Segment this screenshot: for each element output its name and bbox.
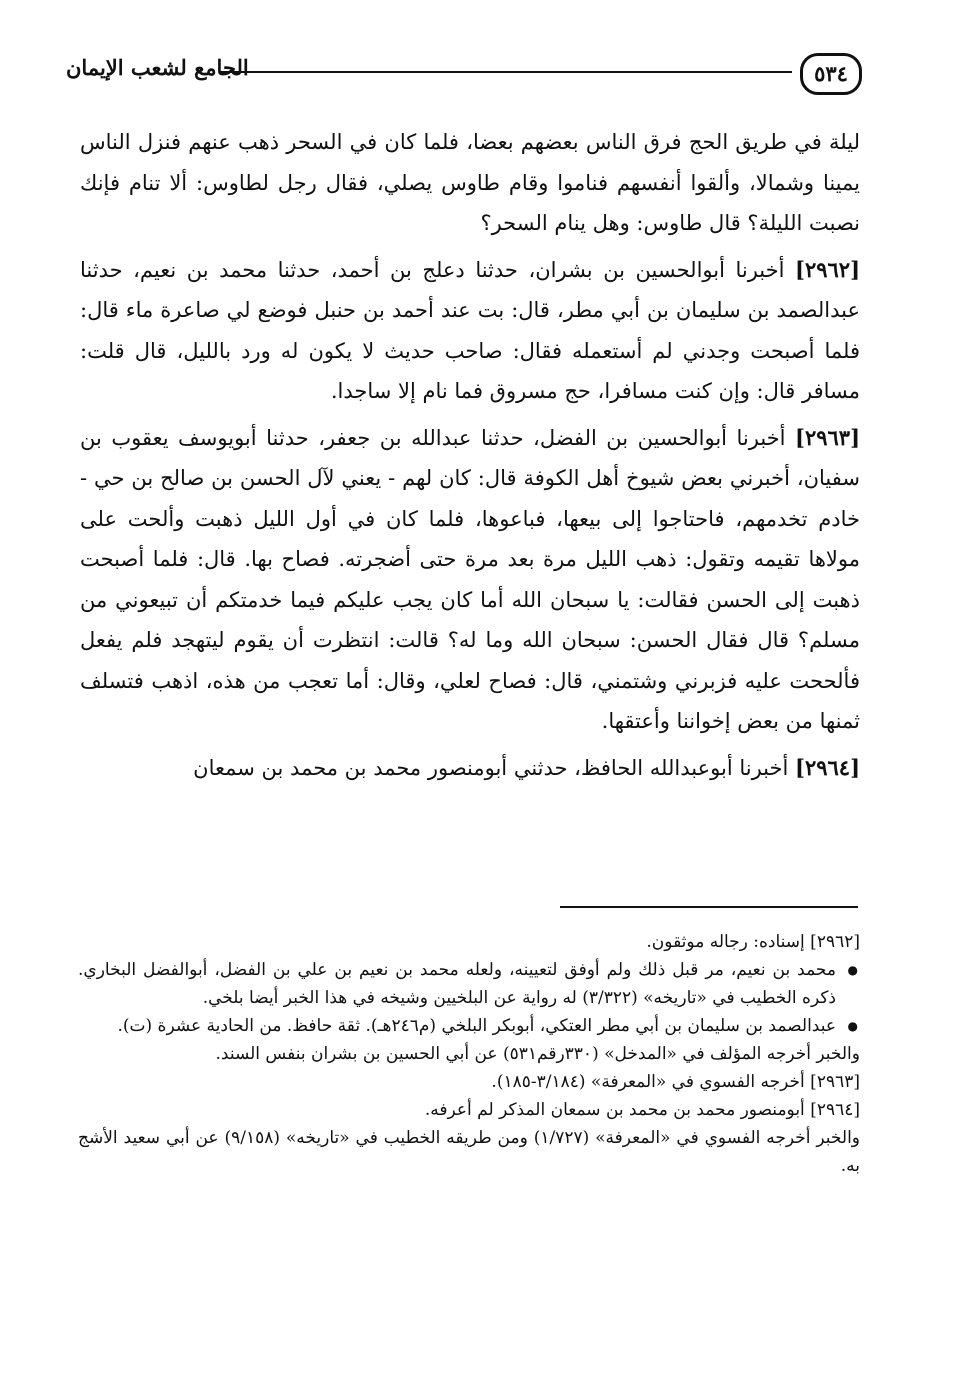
footnote-line: [٢٩٦٤] أبومنصور محمد بن محمد بن سمعان المذكر لم أعرفه. xyxy=(424,1100,860,1120)
header-rule xyxy=(220,71,792,73)
hadith-number: [٢٩٦٤] xyxy=(795,754,860,780)
page-number: ٥٣٤ xyxy=(800,53,862,95)
hadith-paragraph xyxy=(80,250,860,412)
hadith-number: [٢٩٦٣] xyxy=(795,424,860,450)
continuation-paragraph: ليلة في طريق الحج فرق الناس بعضهم بعضا، فلما كان في السحر ذهب عنهم فنزل الناس يمينا وشمالا، وألقوا أنفسهم فناموا وقام طاوس يصلي، فقال رجل لطاوس: ألا تنام فإنك نصبت الليلة؟ قال طاوس: وهل ينام السحر؟ xyxy=(80,130,860,235)
page-header xyxy=(62,45,862,105)
footnote-bullet: ● محمد بن نعيم، مر قبل ذلك ولم أوفق لتعيينه، ولعله محمد بن نعيم بن علي بن الفضل، أبوالفضل البخاري. ذكره الخطيب في «تاريخه» (٣/٣٢٢) له رواية عن البلخيين وشيخه في هذا الخبر أيضا بلخي. xyxy=(78,956,860,1012)
hadith-text: أخبرنا أبوعبدالله الحافظ، حدثني أبومنصور محمد بن محمد بن سمعان xyxy=(193,755,795,780)
hadith-paragraph xyxy=(80,418,860,742)
hadith-text: أخبرنا أبوالحسين بن الفضل، حدثنا عبدالله بن جعفر، حدثنا أبويوسف يعقوب بن سفيان، أخبرني بعض شيوخ أهل الكوفة قال: كان لهم - يعني لآل الحسن بن صالح بن حي - خادم تخدمهم، فاحتاجوا إلى بيعها، فباعوها، فلما كان في أول الليل ذهبت وألحت على مولاها تقيمه وتقول: ذهب الليل مرة بعد مرة حتى أضجرته. فصاح بها. قال: فلما أصبحت ذهبت إلى الحسن فقالت: يا سبحان الله أما كان يجب عليكم فيما خدمتكم أن تبيعوني من مسلم؟ قال فقال الحسن: سبحان الله وما له؟ قالت: انتظرت أن يقوم ليتهجد فلم يفعل فألححت عليه فزبرني وشتمني، قال: فصاح لعلي، وقال: أما تعجب من هذه، اذهب فتسلف ثمنها من بعض إخواننا وأعتقها. xyxy=(80,425,860,733)
footnote-line: [٢٩٦٣] أخرجه الفسوي في «المعرفة» (٣/١٨٤-١٨٥). xyxy=(491,1072,860,1092)
footnote-line: [٢٩٦٢] إسناده: رجاله موثقون. xyxy=(646,932,860,952)
footnotes xyxy=(78,928,860,1180)
footnote-separator xyxy=(560,906,858,908)
footnote-line: والخبر أخرجه الفسوي في «المعرفة» (١/٧٢٧) ومن طريقه الخطيب في «تاريخه» (٩/١٥٨) عن أبي سعيد الأشج به. xyxy=(78,1128,860,1176)
footnote-line: والخبر أخرجه المؤلف في «المدخل» (٣٣٠رقم٥٣١) عن أبي الحسين بن بشران بنفس السند. xyxy=(215,1044,860,1064)
hadith-paragraph xyxy=(80,748,860,789)
footnote-bullet: ● عبدالصمد بن سليمان بن أبي مطر العتكي، أبوبكر البلخي (م٢٤٦هـ). ثقة حافظ. من الحادية عشرة (ت). xyxy=(78,1012,860,1040)
running-title: الجامع لشعب الإيمان xyxy=(66,55,249,80)
main-text xyxy=(80,122,860,788)
hadith-number: [٢٩٦٢] xyxy=(795,256,860,282)
hadith-text: أخبرنا أبوالحسين بن بشران، حدثنا دعلج بن أحمد، حدثنا محمد بن نعيم، حدثنا عبدالصمد بن سليمان بن أبي مطر، قال: بت عند أحمد بن حنبل فوضع لي صاعرة ماء قال: فلما أصبحت وجدني لم أستعمله فقال: صاحب حديث لا يكون له ورد بالليل، قال قلت: مسافر قال: وإن كنت مسافرا، حج مسروق فما نام إلا ساجدا. xyxy=(80,257,860,403)
